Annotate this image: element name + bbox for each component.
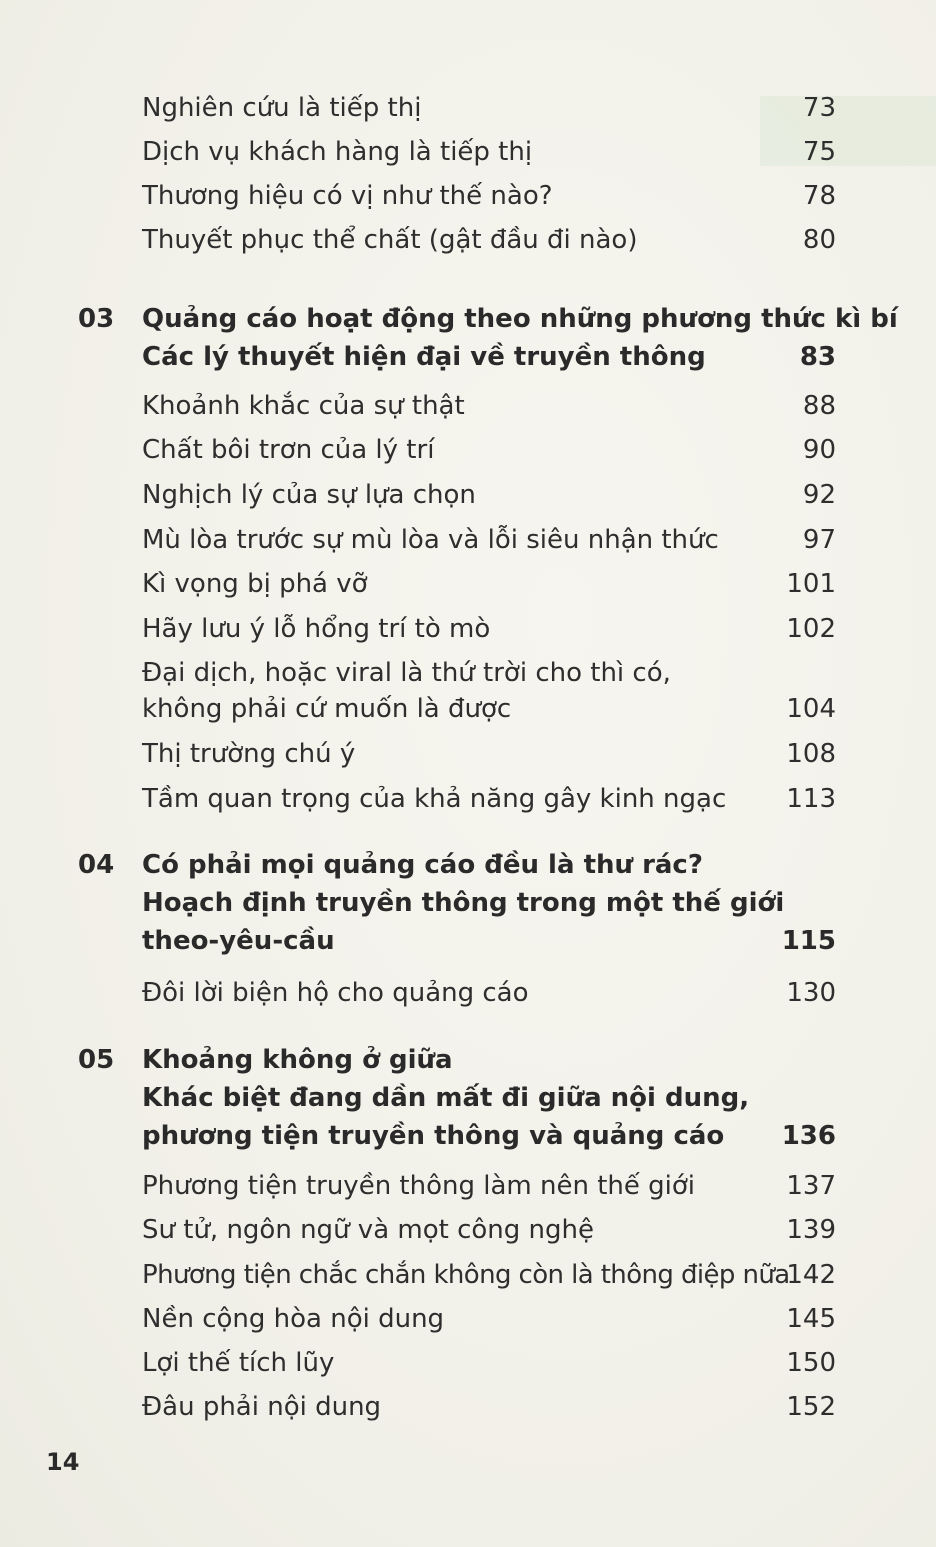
toc-entry xyxy=(142,611,836,647)
toc-entry-title: Sư tử, ngôn ngữ và mọt công nghệ xyxy=(142,1215,594,1245)
chapter-title-line: Quảng cáo hoạt động theo những phương thức kì bí xyxy=(142,304,898,334)
toc-entry-page: 130 xyxy=(786,978,836,1008)
toc-entry-title: Nền cộng hòa nội dung xyxy=(142,1304,445,1334)
toc-entry-title: Đôi lời biện hộ cho quảng cáo xyxy=(142,978,529,1008)
toc-entry-title-continued: không phải cứ muốn là được xyxy=(142,694,512,724)
toc-entry-page: 97 xyxy=(802,525,836,555)
chapter-title-line: Có phải mọi quảng cáo đều là thư rác? xyxy=(142,850,703,880)
chapter-heading-05 xyxy=(78,1041,836,1155)
toc-entry-page: 90 xyxy=(802,435,836,465)
toc-entry xyxy=(142,90,836,126)
toc-entry-page: 92 xyxy=(802,480,836,510)
toc-entry xyxy=(142,1212,836,1248)
toc-entry-title: Mù lòa trước sự mù lòa và lỗi siêu nhận thức xyxy=(142,525,719,555)
toc-entry-title: Nghiên cứu là tiếp thị xyxy=(142,93,422,123)
toc-entry-page: 88 xyxy=(802,391,836,421)
toc-entry-title: Kì vọng bị phá vỡ xyxy=(142,569,368,599)
chapter-number: 05 xyxy=(78,1045,115,1075)
toc-entry-page: 101 xyxy=(786,569,836,599)
toc-entry xyxy=(142,1301,836,1337)
toc-entry xyxy=(142,1345,836,1381)
toc-entry-page: 139 xyxy=(786,1215,836,1245)
toc-entry-multiline xyxy=(142,655,836,727)
chapter-heading-03 xyxy=(78,300,898,376)
toc-entry-page: 145 xyxy=(786,1304,836,1334)
toc-entry xyxy=(142,522,836,558)
toc-entry-page: 73 xyxy=(802,93,836,123)
toc-entry-page: 142 xyxy=(786,1260,836,1290)
toc-entry-page: 150 xyxy=(786,1348,836,1378)
toc-entry xyxy=(142,222,836,258)
toc-entry-title: Tầm quan trọng của khả năng gây kinh ngạc xyxy=(142,784,727,814)
toc-entry xyxy=(142,388,836,424)
toc-entry-title: Dịch vụ khách hàng là tiếp thị xyxy=(142,137,533,167)
toc-entry xyxy=(142,1168,836,1204)
chapter-page: 115 xyxy=(781,926,836,956)
toc-entry xyxy=(142,566,836,602)
toc-entry-title: Thuyết phục thể chất (gật đầu đi nào) xyxy=(142,225,638,255)
toc-entry-page: 152 xyxy=(786,1392,836,1422)
chapter-number: 03 xyxy=(78,304,115,334)
toc-entry-page: 137 xyxy=(786,1171,836,1201)
toc-entry-title: Nghịch lý của sự lựa chọn xyxy=(142,480,476,510)
toc-entry-page: 108 xyxy=(786,739,836,769)
toc-entry xyxy=(142,1389,836,1425)
toc-entry-title: Khoảnh khắc của sự thật xyxy=(142,391,465,421)
toc-entry-title: Hãy lưu ý lỗ hổng trí tò mò xyxy=(142,614,491,644)
toc-entry xyxy=(142,975,836,1011)
toc-entry-title: Đại dịch, hoặc viral là thứ trời cho thì có, xyxy=(142,658,671,688)
toc-entry-page: 80 xyxy=(802,225,836,255)
toc-entry-title: Phương tiện truyền thông làm nên thế giới xyxy=(142,1171,696,1201)
toc-entry xyxy=(142,1257,836,1293)
chapter-title-line: Khoảng không ở giữa xyxy=(142,1045,453,1075)
toc-entry-title: Chất bôi trơn của lý trí xyxy=(142,435,435,465)
toc-entry-page: 102 xyxy=(786,614,836,644)
chapter-subtitle-line: phương tiện truyền thông và quảng cáo xyxy=(142,1121,725,1151)
toc-entry xyxy=(142,432,836,468)
toc-entry-page: 104 xyxy=(786,694,836,724)
toc-entry xyxy=(142,134,836,170)
toc-entry-title: Thị trường chú ý xyxy=(142,739,356,769)
toc-entry-page: 78 xyxy=(802,181,836,211)
toc-entry-title: Lợi thế tích lũy xyxy=(142,1348,335,1378)
toc-entry xyxy=(142,736,836,772)
chapter-subtitle-line: Hoạch định truyền thông trong một thế giới xyxy=(142,888,785,918)
toc-entry-page: 113 xyxy=(786,784,836,814)
chapter-heading-04 xyxy=(78,846,836,960)
chapter-subtitle-line: theo-yêu-cầu xyxy=(142,926,335,956)
toc-entry xyxy=(142,178,836,214)
toc-entry-title: Phương tiện chắc chắn không còn là thông điệp nữa xyxy=(142,1260,790,1290)
chapter-subtitle-line: Khác biệt đang dần mất đi giữa nội dung, xyxy=(142,1083,750,1113)
page-number: 14 xyxy=(46,1448,80,1476)
chapter-page: 136 xyxy=(781,1121,836,1151)
toc-entry-title: Đâu phải nội dung xyxy=(142,1392,382,1422)
toc-entry-title: Thương hiệu có vị như thế nào? xyxy=(142,181,553,211)
toc-entry xyxy=(142,781,836,817)
chapter-number: 04 xyxy=(78,850,115,880)
toc-entry xyxy=(142,477,836,513)
chapter-page: 83 xyxy=(799,342,836,372)
chapter-subtitle-line: Các lý thuyết hiện đại về truyền thông xyxy=(142,342,706,372)
toc-entry-page: 75 xyxy=(802,137,836,167)
